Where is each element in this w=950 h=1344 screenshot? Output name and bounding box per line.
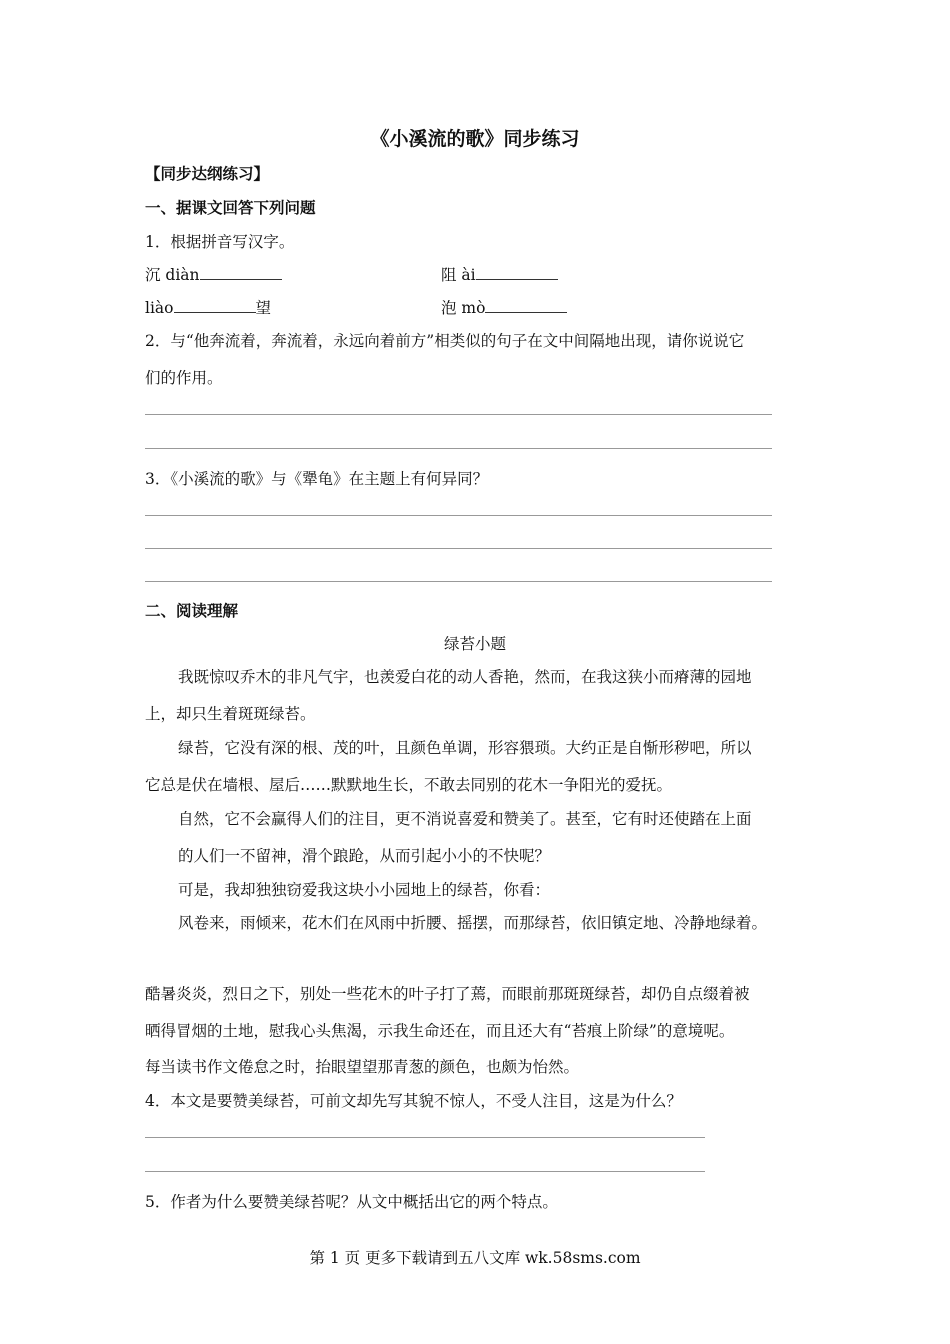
answer-blank[interactable] — [174, 298, 256, 313]
answer-line[interactable] — [145, 581, 772, 582]
q1-item-mo — [441, 296, 567, 318]
q4-prompt: 4．本文是要赞美绿苔，可前文却先写其貌不惊人，不受人注目，这是为什么？ — [145, 1092, 682, 1110]
passage-paragraph: 的人们一不留神，滑个踉跄，从而引起小小的不快呢？ — [178, 847, 551, 865]
q1-item-liao: liào 望 — [145, 299, 272, 317]
passage-paragraph: 绿苔，它没有深的根、茂的叶，且颜色单调，形容猥琐。大约正是自惭形秽吧，所以 — [178, 739, 752, 757]
q1-item-text: 阻 ài — [441, 266, 476, 284]
answer-line[interactable] — [145, 515, 772, 516]
passage-paragraph: 晒得冒烟的土地，慰我心头焦渴，示我生命还在，而且还大有“苔痕上阶绿”的意境呢。 — [145, 1022, 735, 1040]
page-footer: 第 1 页 更多下载请到五八文库 wk.58sms.com — [309, 1249, 641, 1267]
q2-line1: 2．与“他奔流着，奔流着，永远向着前方”相类似的句子在文中间隔地出现，请你说说它 — [145, 332, 745, 350]
passage-paragraph: 上，却只生着斑斑绿苔。 — [145, 705, 316, 723]
passage-paragraph: 风卷来，雨倾来，花木们在风雨中折腰、摇摆，而那绿苔，依旧镇定地、冷静地绿着。 — [178, 914, 768, 932]
q1-item-text: liào — [145, 299, 174, 317]
answer-blank[interactable] — [476, 265, 558, 280]
answer-line[interactable] — [145, 414, 772, 415]
answer-line[interactable] — [145, 548, 772, 549]
answer-line[interactable] — [145, 1137, 705, 1138]
passage-paragraph: 它总是伏在墙根、屋后……默默地生长，不敢去同别的花木一争阳光的爱抚。 — [145, 776, 673, 794]
q1-item-text: 泡 mò — [441, 299, 486, 317]
answer-line[interactable] — [145, 1171, 705, 1172]
answer-blank[interactable] — [485, 298, 567, 313]
q1-item-dian — [145, 263, 282, 285]
q3-prompt: 3．《小溪流的歌》与《犟龟》在主题上有何异同？ — [145, 470, 489, 488]
q2-line2: 们的作用。 — [145, 369, 223, 387]
q1-item-ai — [441, 263, 558, 285]
part1-heading: 一、据课文回答下列问题 — [145, 199, 316, 217]
answer-blank[interactable] — [200, 265, 282, 280]
section-label: 【同步达纲练习】 — [145, 165, 270, 183]
q1-prompt: 1．根据拼音写汉字。 — [145, 233, 295, 251]
passage-paragraph: 每当读书作文倦怠之时，抬眼望望那青葱的颜色，也颇为怡然。 — [145, 1058, 580, 1076]
passage-paragraph: 酷暑炎炎，烈日之下，别处一些花木的叶子打了蔫，而眼前那斑斑绿苔，却仍自点缀着被 — [145, 985, 750, 1003]
answer-line[interactable] — [145, 448, 772, 449]
passage-paragraph: 可是，我却独独窃爱我这块小小园地上的绿苔，你看： — [178, 881, 551, 899]
passage-title: 绿苔小题 — [443, 635, 506, 653]
q5-prompt: 5．作者为什么要赞美绿苔呢？从文中概括出它的两个特点。 — [145, 1193, 558, 1211]
q1-item-text: 沉 diàn — [145, 266, 200, 284]
passage-paragraph: 我既惊叹乔木的非凡气宇，也羡爱白花的动人香艳，然而，在我这狭小而瘠薄的园地 — [178, 668, 752, 686]
page-title: 《小溪流的歌》同步练习 — [370, 128, 580, 150]
passage-paragraph: 自然，它不会赢得人们的注目，更不消说喜爱和赞美了。甚至，它有时还使踏在上面 — [178, 810, 752, 828]
part2-heading: 二、阅读理解 — [145, 602, 239, 620]
